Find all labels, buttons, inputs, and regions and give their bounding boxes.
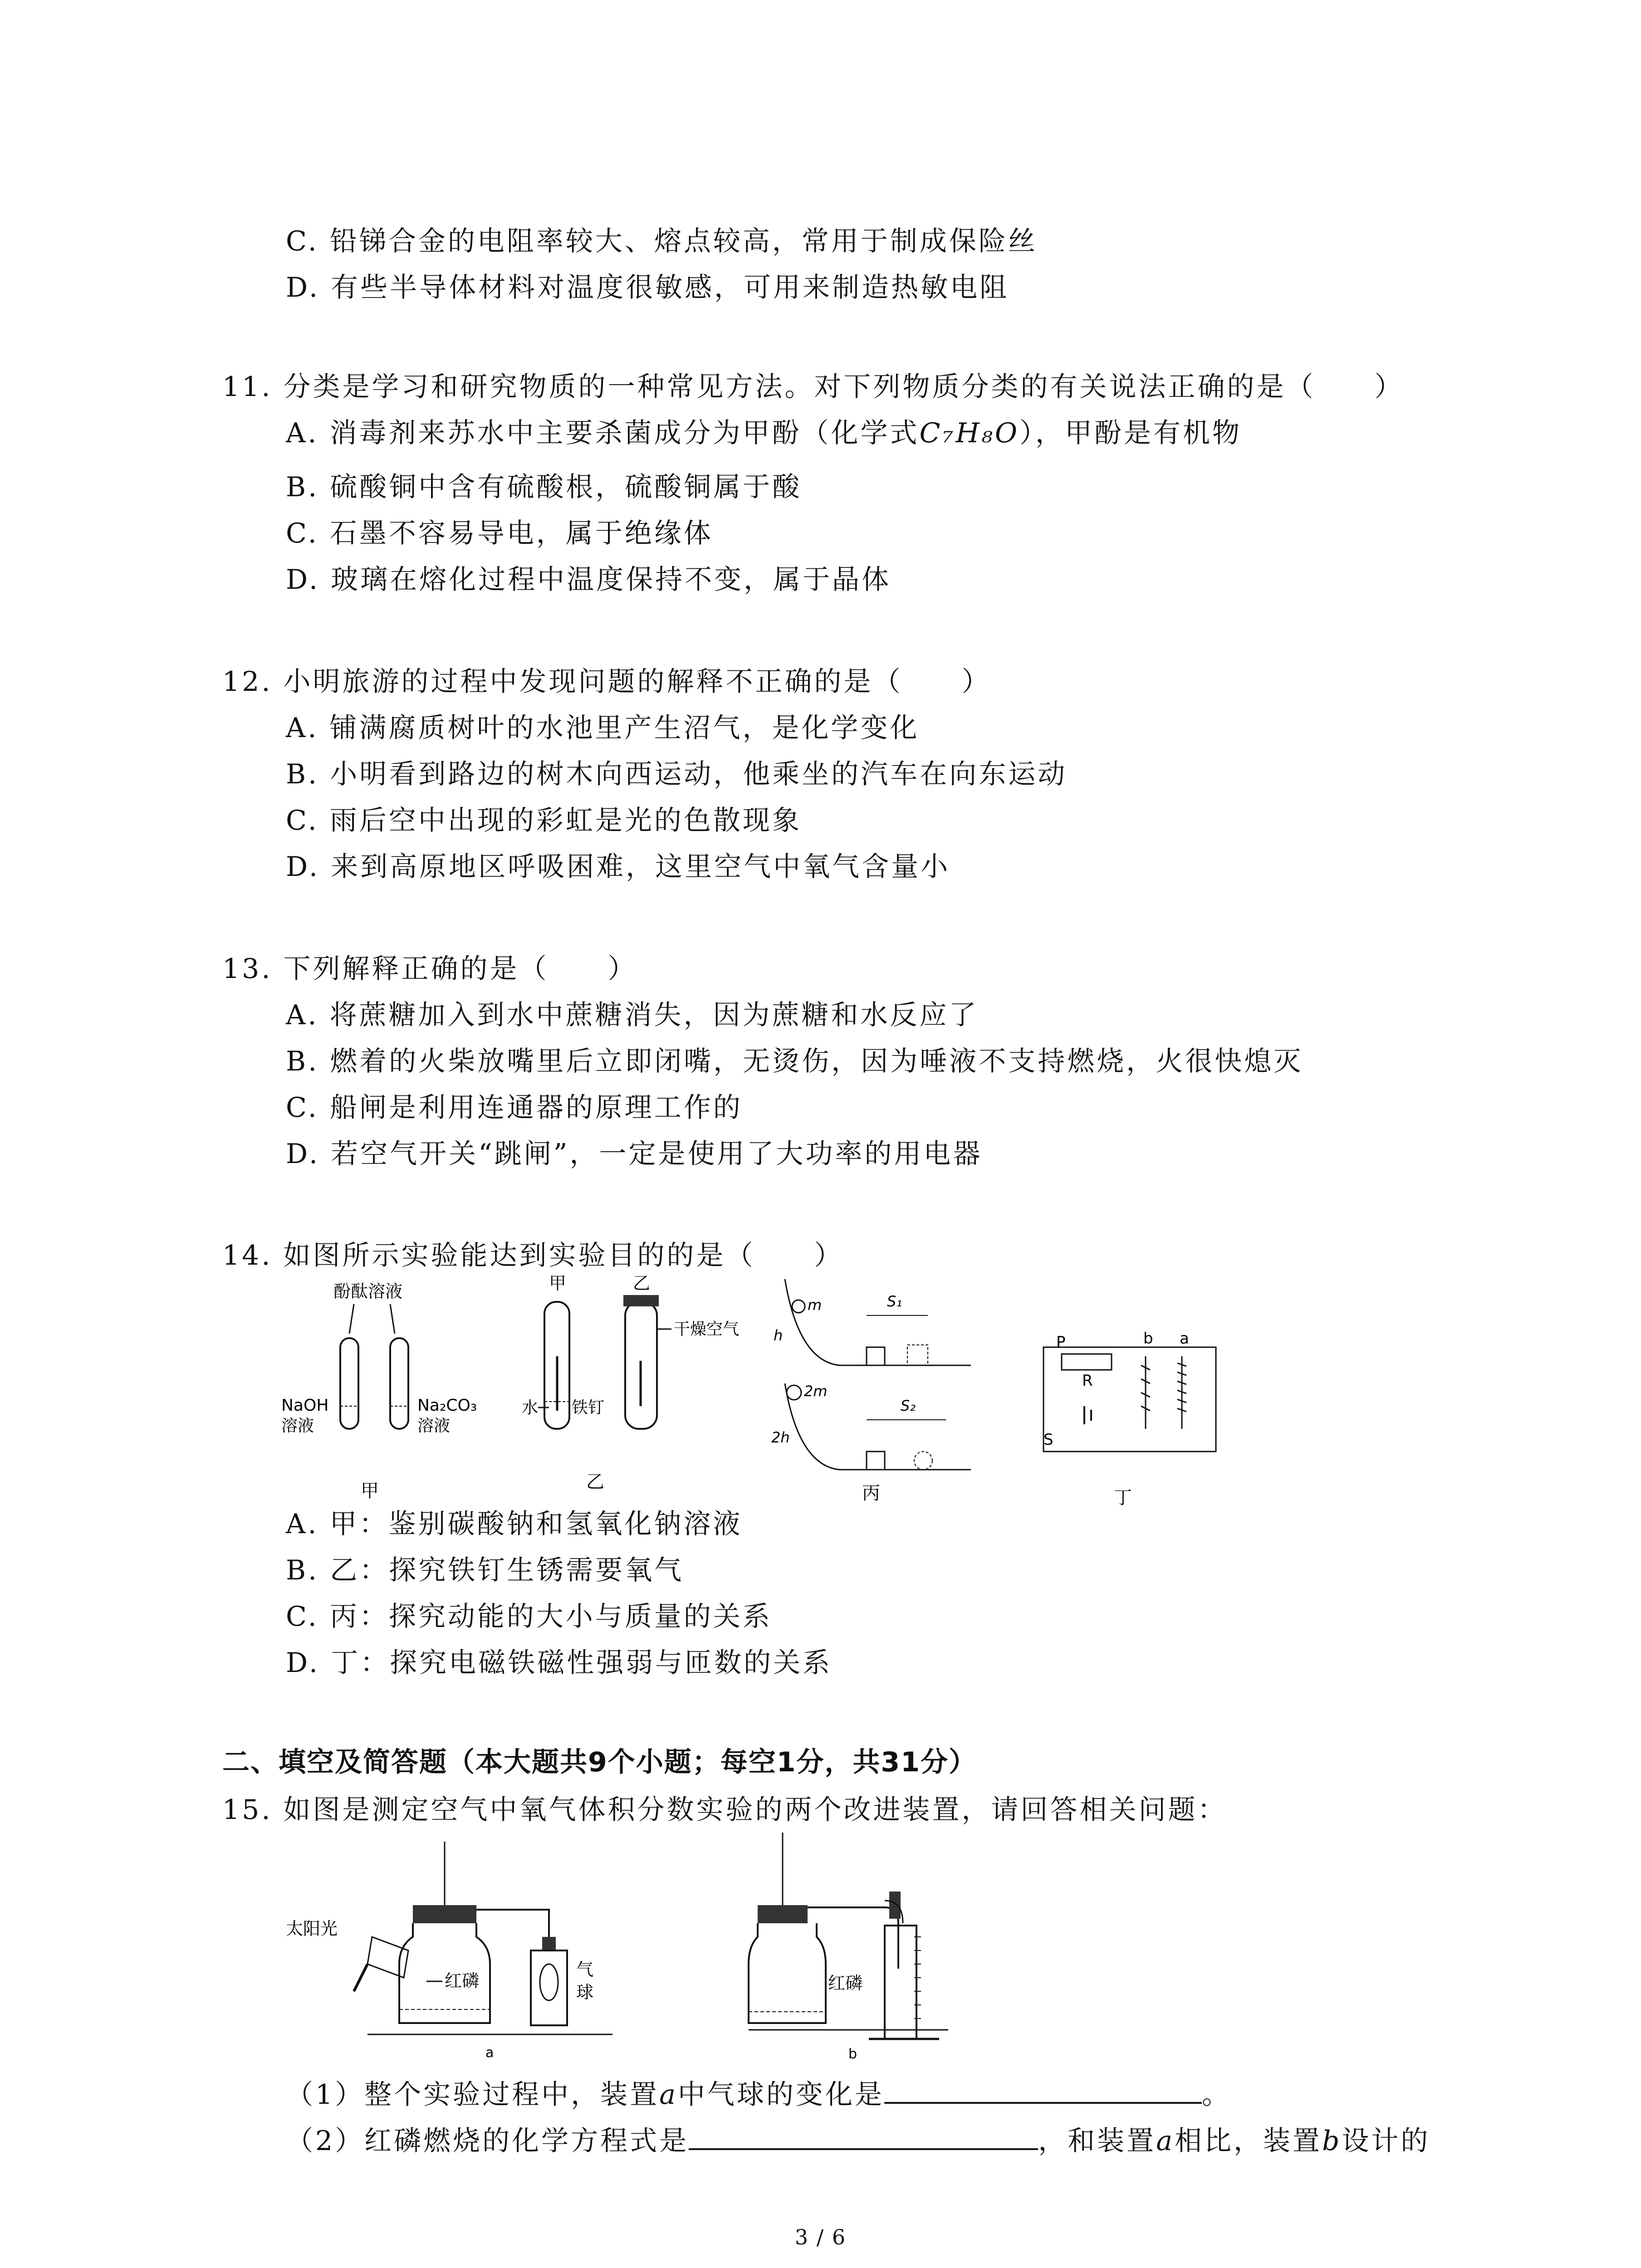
- q14-stem: 14. 如图所示实验能达到实验目的的是（ ）: [222, 1240, 844, 1271]
- q11-option-a: [286, 415, 1242, 451]
- q11-option-d: D. 玻璃在熔化过程中温度保持不变，属于晶体: [286, 564, 892, 596]
- jia-label-solution-left: 溶液: [281, 1417, 314, 1435]
- q15-answer-blank-2[interactable]: [689, 2123, 1038, 2150]
- ding-label-r: R: [1082, 1372, 1093, 1390]
- jia-caption: 甲: [361, 1481, 379, 1501]
- ding-label-b: b: [1143, 1330, 1153, 1348]
- fig-b-caption: b: [848, 2046, 857, 2062]
- q15-part-1-var: a: [659, 2079, 678, 2111]
- q12-option-d: D. 来到高原地区呼吸困难，这里空气中氧气含量小: [286, 851, 950, 883]
- q10-option-c: C. 铅锑合金的电阻率较大、熔点较高，常用于制成保险丝: [286, 225, 1038, 257]
- q15-part-2-pre: （2）红磷燃烧的化学方程式是: [286, 2125, 689, 2157]
- ding-caption: 丁: [1114, 1487, 1132, 1508]
- jia-label-na2co3: Na₂CO₃: [417, 1396, 477, 1415]
- fig-a-label-balloon-1: 气: [576, 1960, 594, 1980]
- test-tube-left: [340, 1338, 358, 1429]
- q15-figure-b: [749, 1833, 1030, 2062]
- jia-label-naoh: NaOH: [281, 1396, 329, 1415]
- yi-caption: 乙: [586, 1471, 604, 1492]
- fig-a-label-sun: 太阳光: [286, 1919, 338, 1939]
- yi-label-tube-jia: 甲: [549, 1273, 567, 1293]
- q11-option-a-pre: A. 消毒剂来苏水中主要杀菌成分为甲酚（化学式: [286, 417, 920, 449]
- bing-track-top: [785, 1279, 971, 1365]
- ding-coil-a: [1177, 1356, 1186, 1429]
- ding-label-s: S: [1043, 1431, 1053, 1449]
- q14-option-a: A. 甲：鉴别碳酸钠和氢氧化钠溶液: [286, 1508, 743, 1540]
- q11-stem: 11. 分类是学习和研究物质的一种常见方法。对下列物质分类的有关说法正确的是（ ）: [222, 371, 1404, 403]
- yi-label-dry-air: 干燥空气: [674, 1320, 740, 1339]
- q11-option-a-post: ），甲酚是有机物: [1019, 417, 1242, 449]
- fig-b-jar: [749, 1923, 826, 2023]
- bing-label-2h: 2h: [771, 1429, 790, 1446]
- ding-circuit: [1043, 1347, 1216, 1452]
- q15-part-1-post: 中气球的变化是: [677, 2079, 884, 2111]
- fig-a-balloon: [540, 1964, 558, 2000]
- q15-part-1-pre: （1）整个实验过程中，装置: [286, 2079, 660, 2111]
- bing-label-2m: 2m: [804, 1383, 828, 1400]
- bing-label-s1: S₁: [887, 1293, 902, 1310]
- fig-a-magnifier: [367, 1937, 408, 1978]
- fig-a-label-phosphorus: 红磷: [445, 1971, 480, 1991]
- page-number: 3 / 6: [794, 2225, 847, 2249]
- bing-caption: 丙: [862, 1483, 880, 1504]
- q15-part-1-end: 。: [1201, 2079, 1231, 2111]
- fig-a-label-balloon-2: 球: [576, 1982, 594, 2002]
- bing-label-m: m: [808, 1296, 822, 1314]
- yi-label-nail: 铁钉: [572, 1398, 605, 1417]
- q15-part-2-var-1: a: [1156, 2125, 1175, 2157]
- q15-part-2: [286, 2123, 1430, 2159]
- jia-label-solution-right: 溶液: [417, 1417, 451, 1435]
- q13-option-b: B. 燃着的火柴放嘴里后立即闭嘴，无烫伤，因为唾液不支持燃烧，火很快熄灭: [286, 1046, 1303, 1077]
- fig-a-caption: a: [485, 2045, 494, 2061]
- q11-option-b: B. 硫酸铜中含有硫酸根，硫酸铜属于酸: [286, 471, 802, 503]
- q12-stem: 12. 小明旅游的过程中发现问题的解释不正确的是（ ）: [222, 666, 991, 698]
- q15-part-2-end: 设计的: [1342, 2125, 1430, 2157]
- q12-option-b: B. 小明看到路边的树木向西运动，他乘坐的汽车在向东运动: [286, 758, 1068, 790]
- q14-figure-ding: [1034, 1329, 1225, 1510]
- q15-answer-blank-1[interactable]: [884, 2077, 1202, 2104]
- jia-label-phenolphthalein: 酚酞溶液: [333, 1281, 403, 1301]
- ding-label-p: P: [1056, 1333, 1066, 1351]
- q15-figure-a: [277, 1842, 658, 2059]
- q10-option-d: D. 有些半导体材料对温度很敏感，可用来制造热敏电阻: [286, 272, 1009, 303]
- q14-option-c: C. 丙：探究动能的大小与质量的关系: [286, 1601, 772, 1633]
- fig-b-cylinder: [885, 1926, 916, 2039]
- yi-label-water: 水: [522, 1398, 539, 1417]
- test-tube-right: [390, 1338, 408, 1429]
- q13-option-c: C. 船闸是利用连通器的原理工作的: [286, 1092, 743, 1124]
- q15-stem: 15. 如图是测定空气中氧气体积分数实验的两个改进装置，请回答相关问题：: [222, 1794, 1227, 1826]
- section-2-heading: 二、填空及简答题（本大题共9个小题；每空1分，共31分）: [222, 1746, 977, 1778]
- yi-label-tube-yi: 乙: [633, 1273, 651, 1293]
- q15-part-2-mid: ，和装置: [1038, 2125, 1156, 2157]
- q15-part-1: [286, 2077, 1231, 2113]
- q14-figure-yi: [522, 1270, 740, 1510]
- fig-a-bottle: [531, 1950, 567, 2025]
- q15-part-2-mid-2: 相比，装置: [1174, 2125, 1322, 2157]
- q12-option-c: C. 雨后空中出现的彩虹是光的色散现象: [286, 805, 802, 836]
- ding-label-a: a: [1180, 1330, 1189, 1348]
- q13-stem: 13. 下列解释正确的是（ ）: [222, 953, 637, 985]
- q13-option-a: A. 将蔗糖加入到水中蔗糖消失，因为蔗糖和水反应了: [286, 999, 979, 1031]
- q11-formula: C₇H₈O: [919, 417, 1020, 449]
- q13-option-d: D. 若空气开关“跳闸”，一定是使用了大功率的用电器: [286, 1138, 983, 1170]
- q14-figure-jia: [281, 1279, 481, 1506]
- fig-b-label-phosphorus: 红磷: [828, 1973, 863, 1993]
- bing-label-h: h: [774, 1327, 783, 1344]
- q14-option-d: D. 丁：探究电磁铁磁性强弱与匝数的关系: [286, 1647, 833, 1679]
- q11-option-c: C. 石墨不容易导电，属于绝缘体: [286, 518, 713, 549]
- q12-option-a: A. 铺满腐质树叶的水池里产生沼气，是化学变化: [286, 712, 920, 744]
- q14-option-b: B. 乙：探究铁钉生锈需要氧气: [286, 1554, 684, 1586]
- bing-label-s2: S₂: [901, 1397, 916, 1414]
- q15-part-2-var-2: b: [1322, 2125, 1342, 2157]
- q14-figure-bing: [771, 1270, 989, 1510]
- ding-coil-b: [1141, 1356, 1150, 1429]
